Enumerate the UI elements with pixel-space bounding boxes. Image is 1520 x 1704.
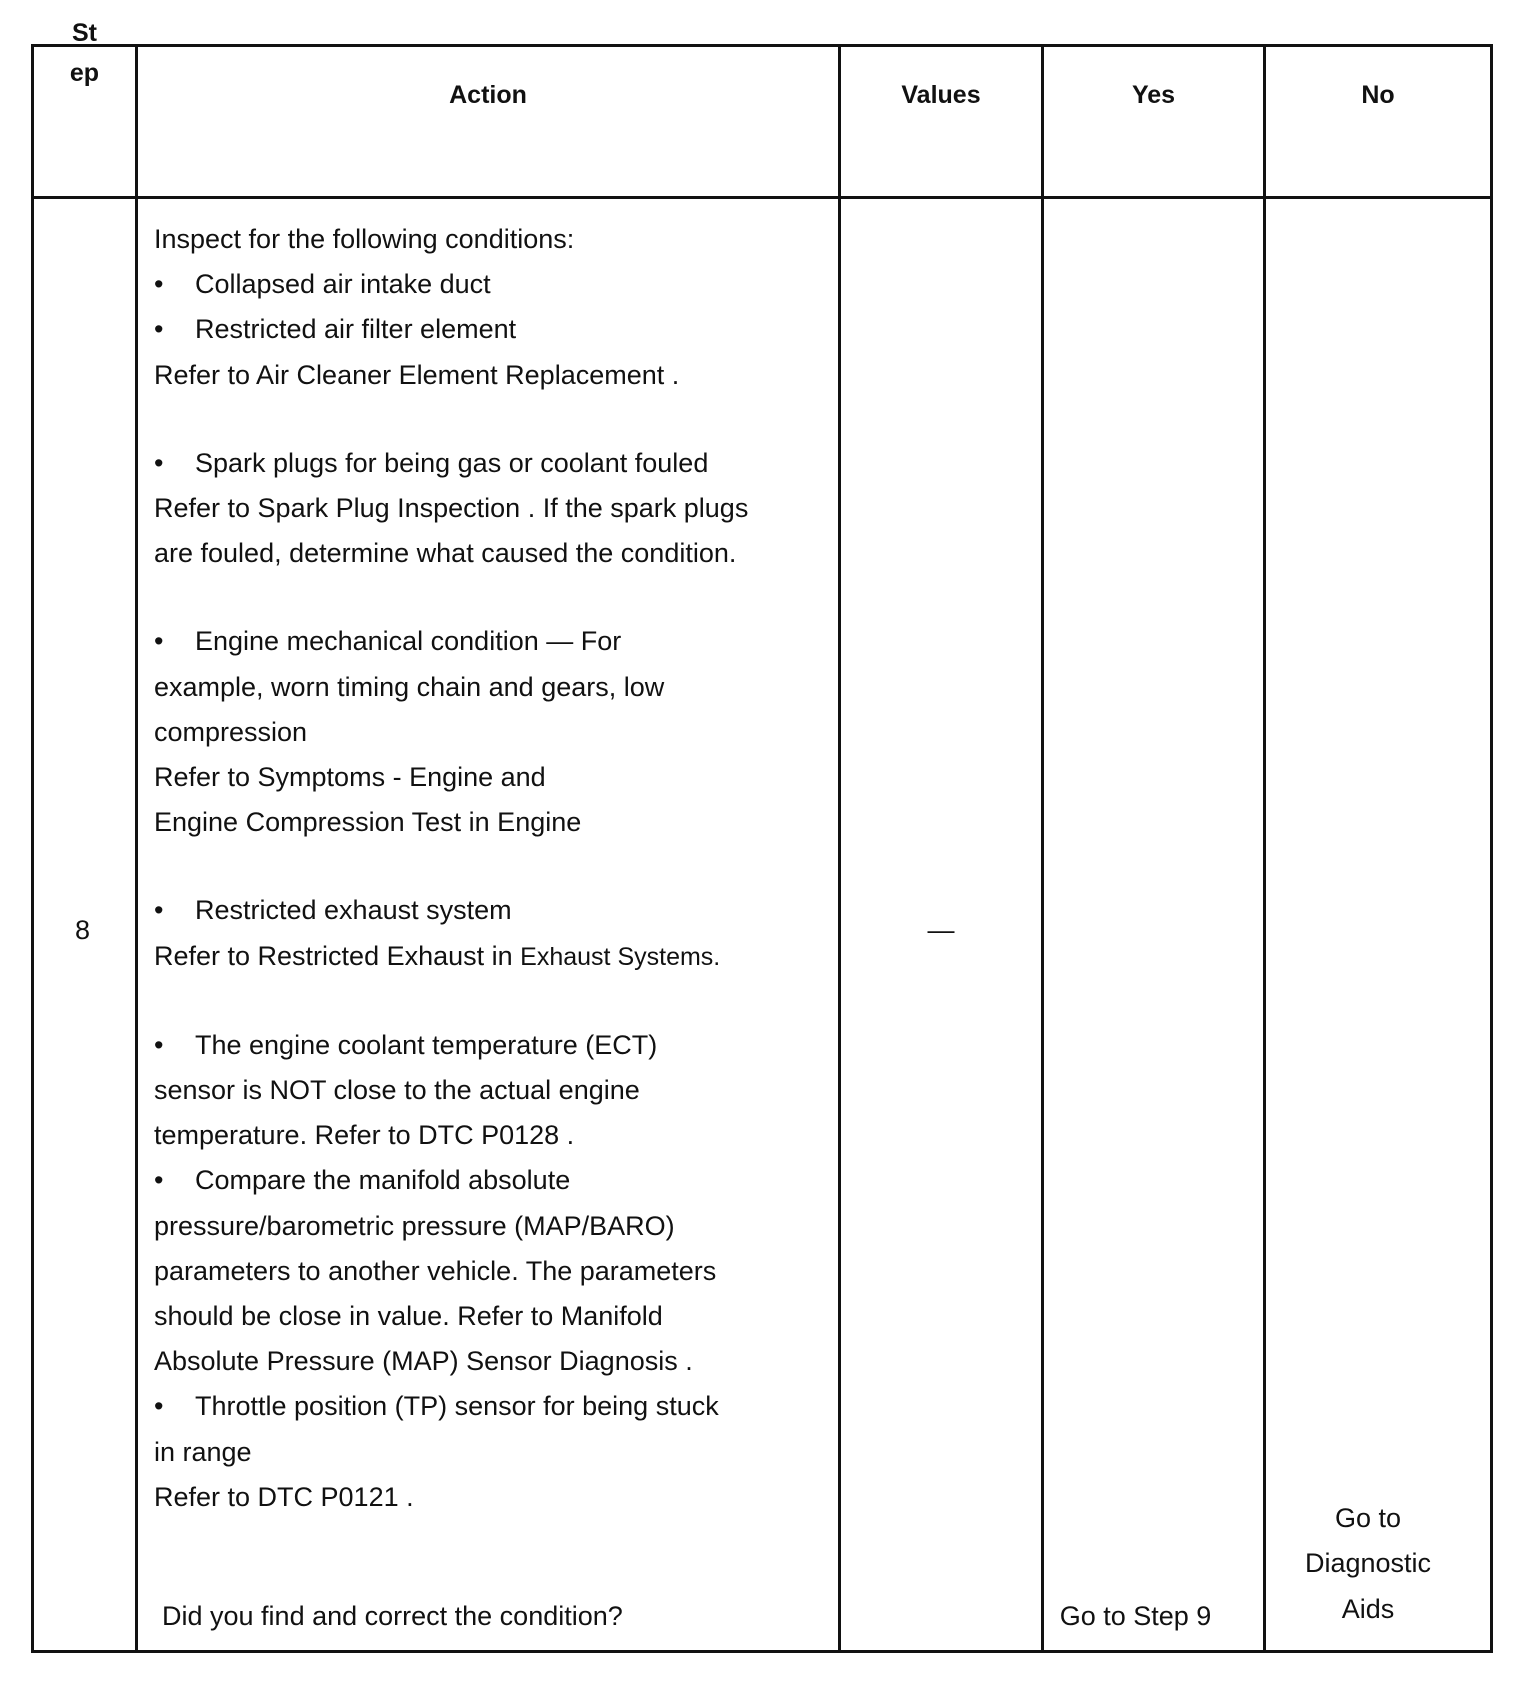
header-step-line2: ep (69, 59, 100, 87)
header-row (33, 46, 1492, 198)
list-item: • Engine mechanical condition — For (154, 626, 622, 657)
list-item: • Restricted exhaust system (154, 895, 512, 926)
action-line: Refer to DTC P0121 . (154, 1481, 414, 1512)
action-line: temperature. Refer to DTC P0128 . (154, 1120, 575, 1151)
list-item: • Collapsed air intake duct (154, 269, 491, 300)
action-line: pressure/barometric pressure (MAP/BARO) (154, 1210, 675, 1241)
yes-outcome: Go to Step 9 (1059, 1601, 1212, 1631)
reference-text: Refer to Restricted Exhaust in Exhaust Systems. (154, 940, 721, 971)
header-step (33, 19, 137, 198)
list-item: • Throttle position (TP) sensor for being stuck (154, 1391, 719, 1422)
action-line: are fouled, determine what caused the condition. (154, 538, 737, 569)
list-item: • Spark plugs for being gas or coolant fouled (154, 447, 709, 478)
action-cell (137, 198, 840, 1652)
list-item: • Compare the manifold absolute (154, 1165, 571, 1196)
reference-text: Refer to Air Cleaner Element Replacement . (154, 359, 680, 390)
yes-cell (1043, 198, 1265, 1652)
header-yes: Yes (1043, 46, 1265, 198)
action-intro: Inspect for the following conditions: (154, 224, 575, 254)
action-line: Refer to Spark Plug Inspection . If the spark plugs (154, 493, 749, 524)
no-outcome: Go to Diagnostic Aids (1304, 1502, 1432, 1624)
action-line: compression (154, 716, 308, 747)
no-cell (1265, 198, 1492, 1652)
header-action: Action (137, 46, 840, 198)
list-item: • Restricted air filter element (154, 314, 517, 345)
values-cell (840, 198, 1043, 1652)
question-text: Did you find and correct the condition? (162, 1601, 623, 1631)
action-line: Absolute Pressure (MAP) Sensor Diagnosis . (154, 1346, 693, 1377)
header-step-line1: St (72, 19, 97, 47)
header-no: No (1265, 46, 1492, 198)
table-row (33, 198, 1492, 1652)
action-line: should be close in value. Refer to Manifold (154, 1301, 663, 1332)
step-cell (33, 198, 137, 1652)
list-item: • The engine coolant temperature (ECT) (154, 1029, 658, 1060)
action-line: Engine Compression Test in Engine (154, 807, 582, 838)
header-values: Values (840, 46, 1043, 198)
action-text (138, 199, 838, 1520)
action-line: parameters to another vehicle. The parameters (154, 1255, 717, 1286)
diagnostic-table (31, 19, 1493, 1653)
action-line: sensor is NOT close to the actual engine (154, 1075, 640, 1106)
action-line: example, worn timing chain and gears, low (154, 671, 665, 702)
action-line: Refer to Symptoms - Engine and (154, 762, 546, 793)
values-dash: — (927, 915, 955, 945)
action-line: in range (154, 1436, 252, 1467)
step-number: 8 (74, 915, 91, 945)
